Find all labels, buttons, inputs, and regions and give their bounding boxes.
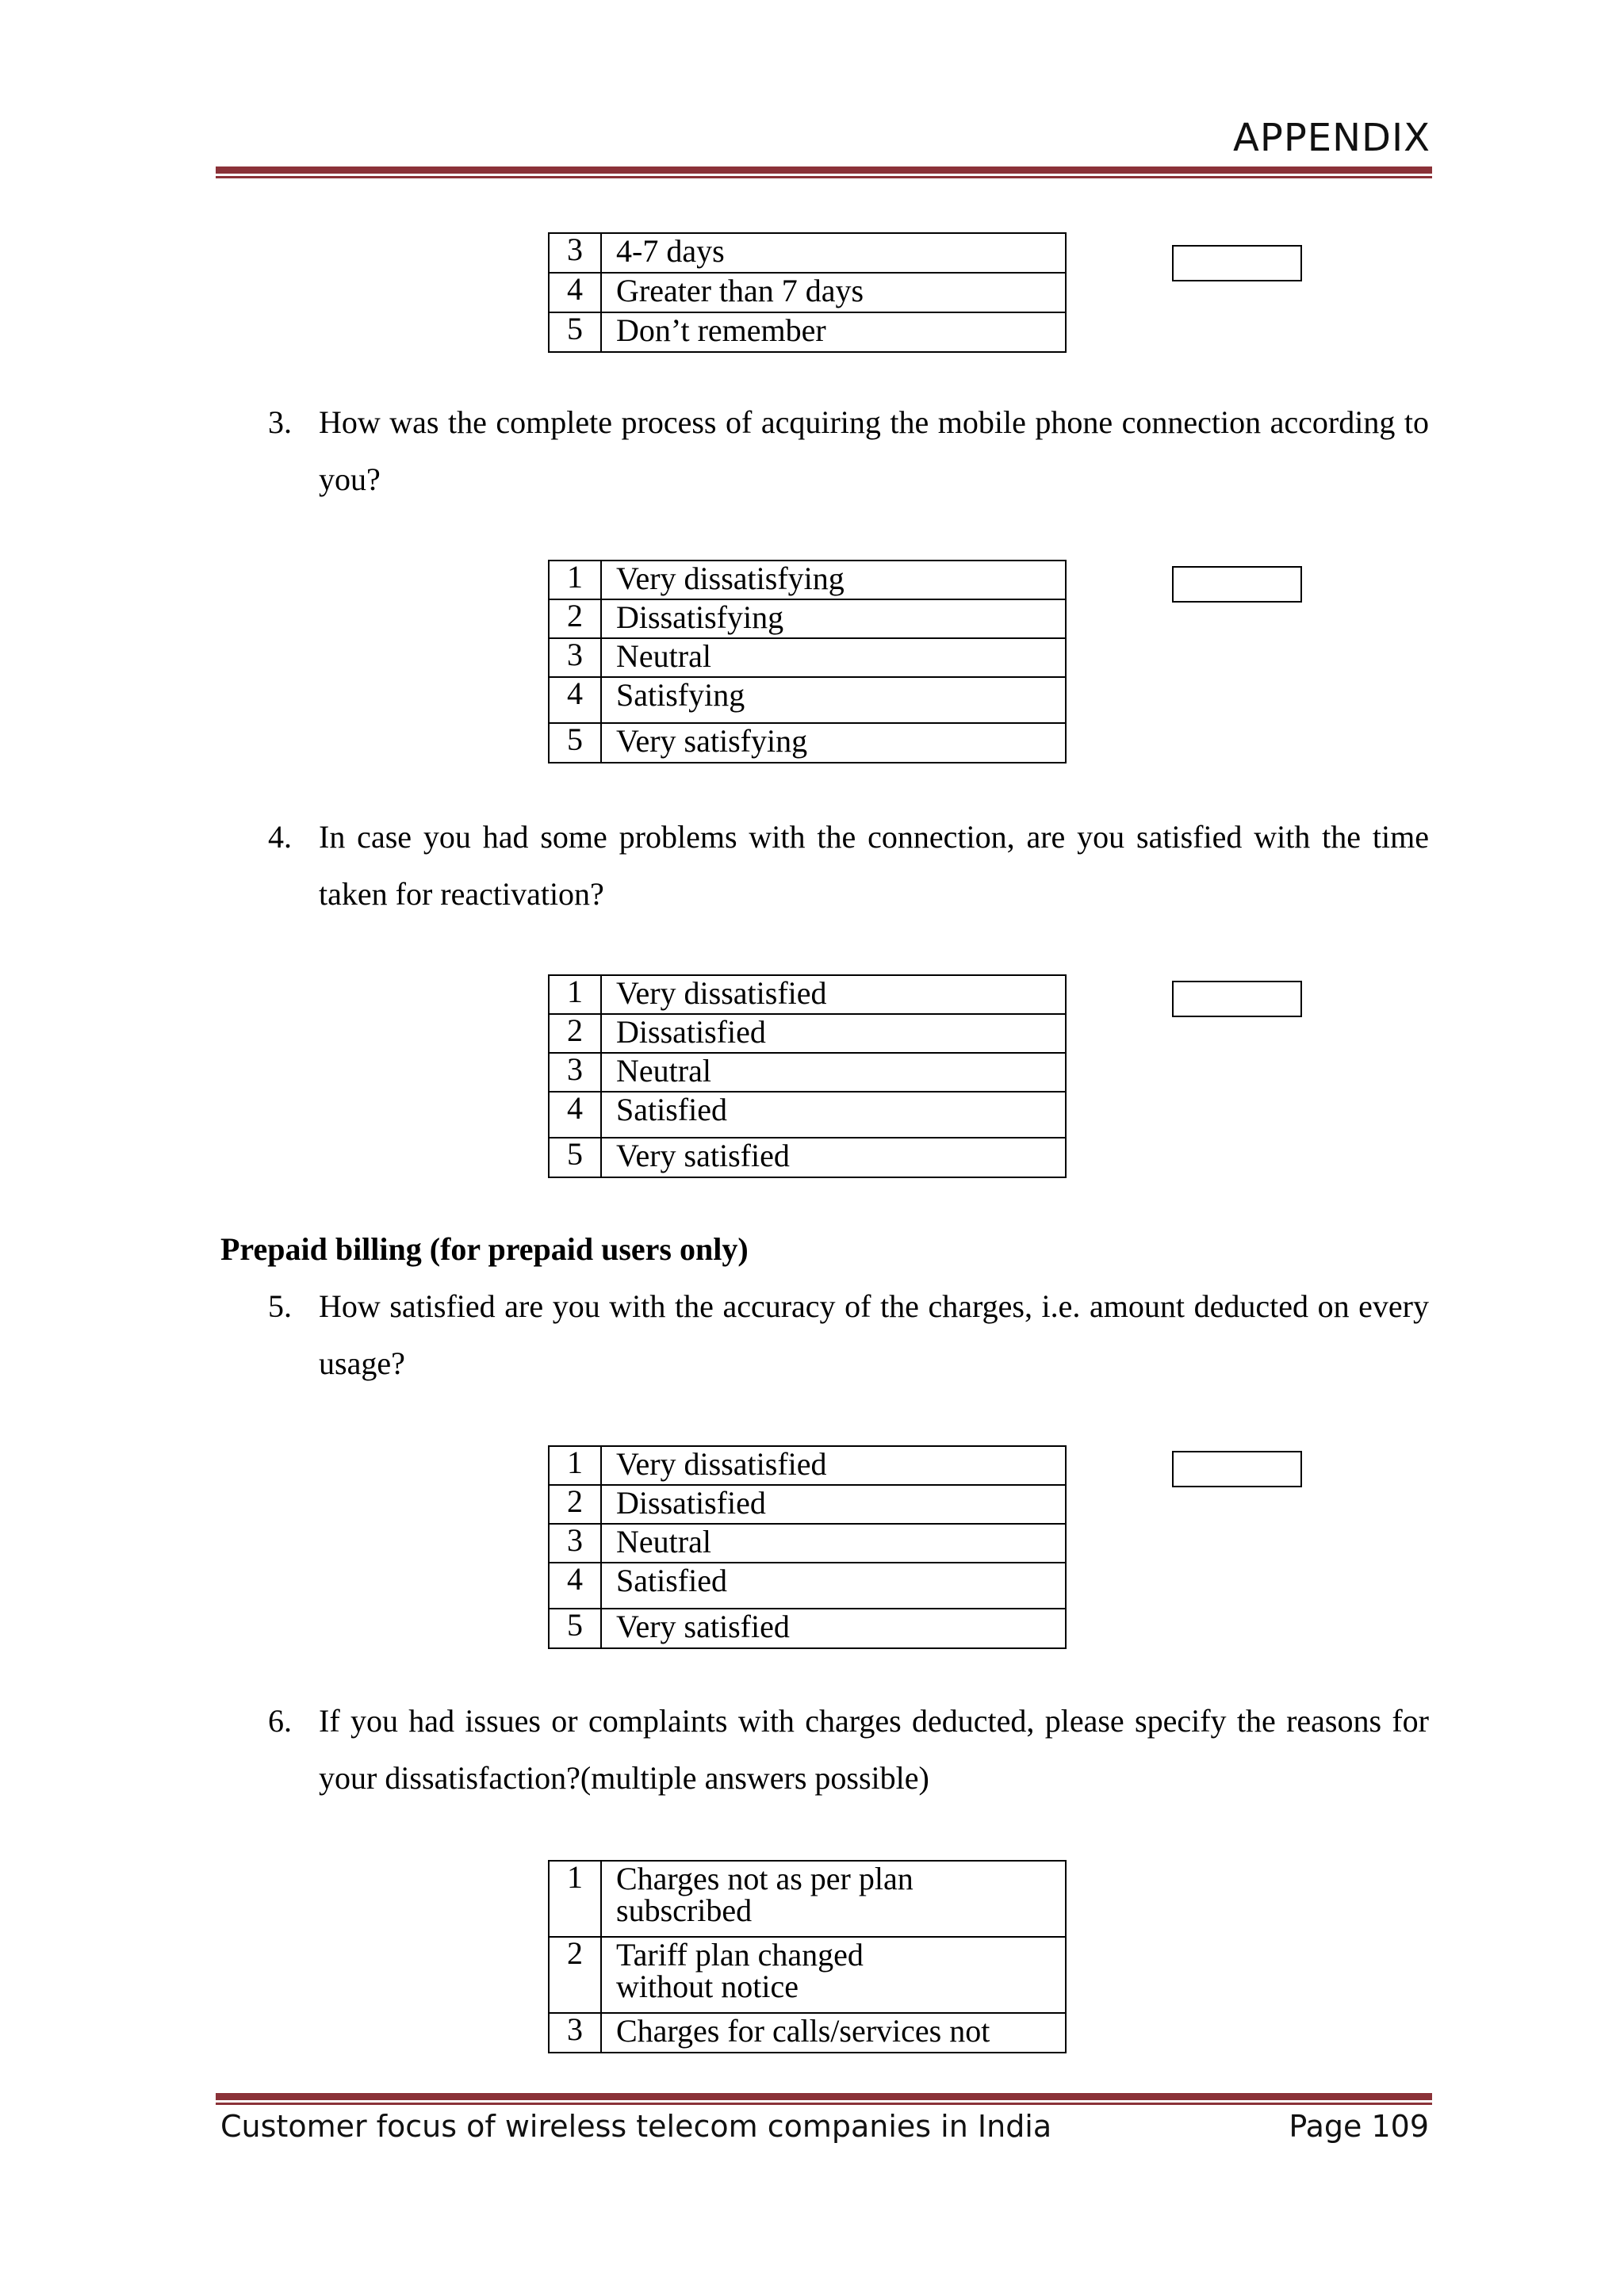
option-label: Dissatisfied [601,1014,1066,1053]
footer-page-number: Page 109 [1289,2109,1429,2144]
q4-answer-box[interactable] [1172,981,1302,1017]
page-header-title: APPENDIX [1233,116,1431,160]
option-label: Satisfied [601,1563,1066,1609]
option-number: 2 [549,1485,601,1524]
table-row [549,599,1066,638]
option-number: 4 [549,1563,601,1609]
question-4 [268,809,1429,923]
question-number: 6. [268,1703,292,1739]
option-number: 4 [549,273,601,312]
option-number: 5 [549,1138,601,1177]
option-label: Very satisfying [601,723,1066,763]
option-number: 2 [549,1937,601,2013]
table-row [549,1563,1066,1609]
option-label: Dissatisfied [601,1485,1066,1524]
option-number: 1 [549,1861,601,1937]
option-number: 3 [549,1524,601,1563]
q3-answer-box[interactable] [1172,566,1302,603]
option-label: Tariff plan changed without notice [601,1937,1066,2013]
table-row [549,1138,1066,1177]
table-row [549,273,1066,312]
option-number: 1 [549,1446,601,1485]
table-row [549,723,1066,763]
table-row [549,1609,1066,1648]
option-label: Greater than 7 days [601,273,1066,312]
option-number: 1 [549,561,601,599]
q2-options-table [548,232,1067,353]
header-rule [216,166,1432,178]
option-label: Neutral [601,1053,1066,1092]
option-label: Very dissatisfying [601,561,1066,599]
option-number: 2 [549,1014,601,1053]
option-number: 5 [549,312,601,352]
question-5 [268,1278,1429,1392]
question-text: How was the complete process of acquiring the mobile phone connection according to you? [319,404,1429,497]
table-row [549,233,1066,273]
table-row [549,1053,1066,1092]
q5-options-table [548,1445,1067,1649]
q6-options-table [548,1860,1067,2053]
question-number: 3. [268,404,292,440]
option-number: 3 [549,1053,601,1092]
option-number: 3 [549,638,601,677]
option-label: Very satisfied [601,1609,1066,1648]
option-label: Very satisfied [601,1138,1066,1177]
option-label: Charges for calls/services not [601,2013,1066,2053]
table-row [549,1937,1066,2013]
question-text: In case you had some problems with the connection, are you satisfied with the time taken for reactivation? [319,819,1429,912]
option-number: 3 [549,233,601,273]
table-row [549,1524,1066,1563]
option-number: 4 [549,677,601,723]
footer-document-title: Customer focus of wireless telecom companies in India [220,2109,1052,2144]
table-row [549,677,1066,723]
question-3 [268,394,1429,508]
q2-answer-box[interactable] [1172,245,1302,281]
table-row [549,312,1066,352]
question-text: How satisfied are you with the accuracy of the charges, i.e. amount deducted on every usage? [319,1288,1429,1381]
option-number: 5 [549,723,601,763]
option-label: Very dissatisfied [601,975,1066,1014]
q5-answer-box[interactable] [1172,1451,1302,1487]
option-label: Satisfying [601,677,1066,723]
question-number: 5. [268,1288,292,1324]
table-row [549,1014,1066,1053]
table-row [549,1092,1066,1138]
table-row [549,975,1066,1014]
option-label: Neutral [601,1524,1066,1563]
table-row [549,1446,1066,1485]
table-row [549,561,1066,599]
option-number: 3 [549,2013,601,2053]
option-label: 4-7 days [601,233,1066,273]
option-label: Neutral [601,638,1066,677]
option-number: 4 [549,1092,601,1138]
table-row [549,638,1066,677]
table-row [549,1485,1066,1524]
question-text: If you had issues or complaints with charges deducted, please specify the reasons for your dissatisfaction?(multiple answers possible) [319,1703,1429,1796]
q3-options-table [548,560,1067,763]
option-number: 1 [549,975,601,1014]
table-row [549,2013,1066,2053]
option-number: 2 [549,599,601,638]
option-label: Satisfied [601,1092,1066,1138]
footer-rule [216,2093,1432,2105]
q4-options-table [548,974,1067,1178]
option-label: Don’t remember [601,312,1066,352]
question-6 [268,1693,1429,1807]
option-label: Charges not as per plan subscribed [601,1861,1066,1937]
question-number: 4. [268,819,292,855]
option-number: 5 [549,1609,601,1648]
option-label: Dissatisfying [601,599,1066,638]
option-label: Very dissatisfied [601,1446,1066,1485]
section-heading: Prepaid billing (for prepaid users only) [220,1231,749,1267]
table-row [549,1861,1066,1937]
